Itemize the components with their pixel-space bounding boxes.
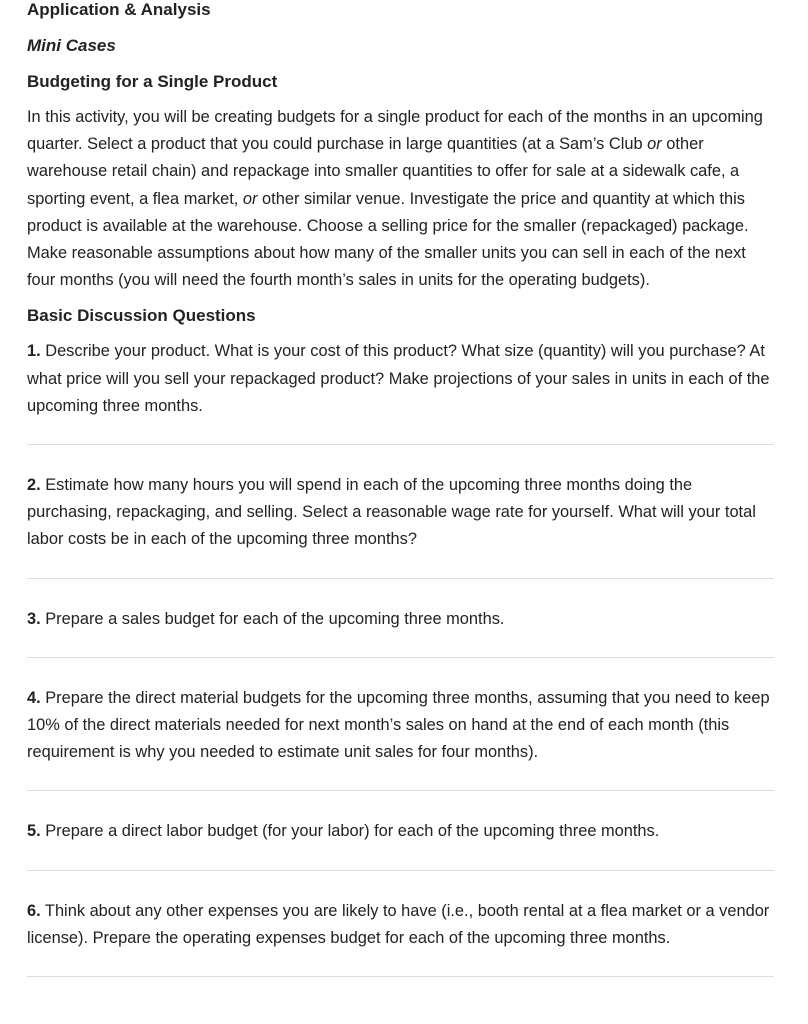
case-title: Budgeting for a Single Product — [27, 72, 278, 91]
intro-text-2: other warehouse retail chain) and repackage into smaller quantities to offer for sale at a sidewalk cafe, a sporting event, a flea market, — [27, 135, 740, 208]
question-number: 5. — [27, 822, 41, 841]
divider — [27, 870, 774, 871]
divider — [27, 976, 774, 977]
question-text: Prepare a sales budget for each of the upcoming three months. — [40, 609, 505, 628]
question-text: Estimate how many hours you will spend in each of the upcoming three months doing the purchasing, repackaging, and selling. Select a reasonable wage rate for yourself. What will your total labor costs be in each of the upcoming three months? — [27, 476, 756, 549]
question-1 — [27, 338, 774, 420]
question-3 — [27, 606, 774, 633]
intro-text-1: In this activity, you will be creating budgets for a single product for each of the months in an upcoming quarter. Select a product that you could purchase in large quantities (at a Sam’s Club — [27, 108, 763, 154]
question-number: 3. — [27, 609, 41, 628]
question-5 — [27, 818, 774, 845]
question-number: 6. — [27, 901, 41, 920]
question-number: 1. — [27, 342, 41, 361]
question-4 — [27, 685, 774, 767]
divider — [27, 444, 774, 445]
divider — [27, 657, 774, 658]
question-number: 2. — [27, 476, 41, 495]
intro-paragraph — [27, 104, 774, 294]
intro-text-3: other similar venue. Investigate the price and quantity at which this product is available at the warehouse. Choose a selling price for the smaller (repackaged) package. Make reasonable assumptions about how many of the smaller units you can sell in each of the next four months (you will need the fourth month’s sales in units for the operating budgets). — [27, 189, 749, 290]
question-text: Prepare a direct labor budget (for your labor) for each of the upcoming three months. — [40, 822, 660, 841]
subsection-title: Mini Cases — [27, 36, 116, 55]
questions-heading: Basic Discussion Questions — [27, 306, 256, 326]
intro-or-1: or — [647, 135, 662, 154]
question-text: Think about any other expenses you are likely to have (i.e., booth rental at a flea market or a vendor license). Prepare the operating expenses budget for each of the upcoming three months. — [27, 901, 770, 947]
question-6 — [27, 898, 774, 952]
question-2 — [27, 472, 774, 554]
question-text: Prepare the direct material budgets for the upcoming three months, assuming that you need to keep 10% of the direct materials needed for next month’s sales on hand at the end of each month (this requirement is why you needed to estimate unit sales for four months). — [27, 688, 770, 762]
section-title: Application & Analysis — [27, 0, 211, 19]
intro-or-2: or — [242, 189, 258, 208]
divider — [27, 790, 774, 791]
divider — [27, 578, 774, 579]
question-text: Describe your product. What is your cost of this product? What size (quantity) will you purchase? At what price will you sell your repackaged product? Make projections of your sales in units in each of the upcoming three months. — [27, 342, 770, 415]
question-number: 4. — [27, 688, 41, 707]
